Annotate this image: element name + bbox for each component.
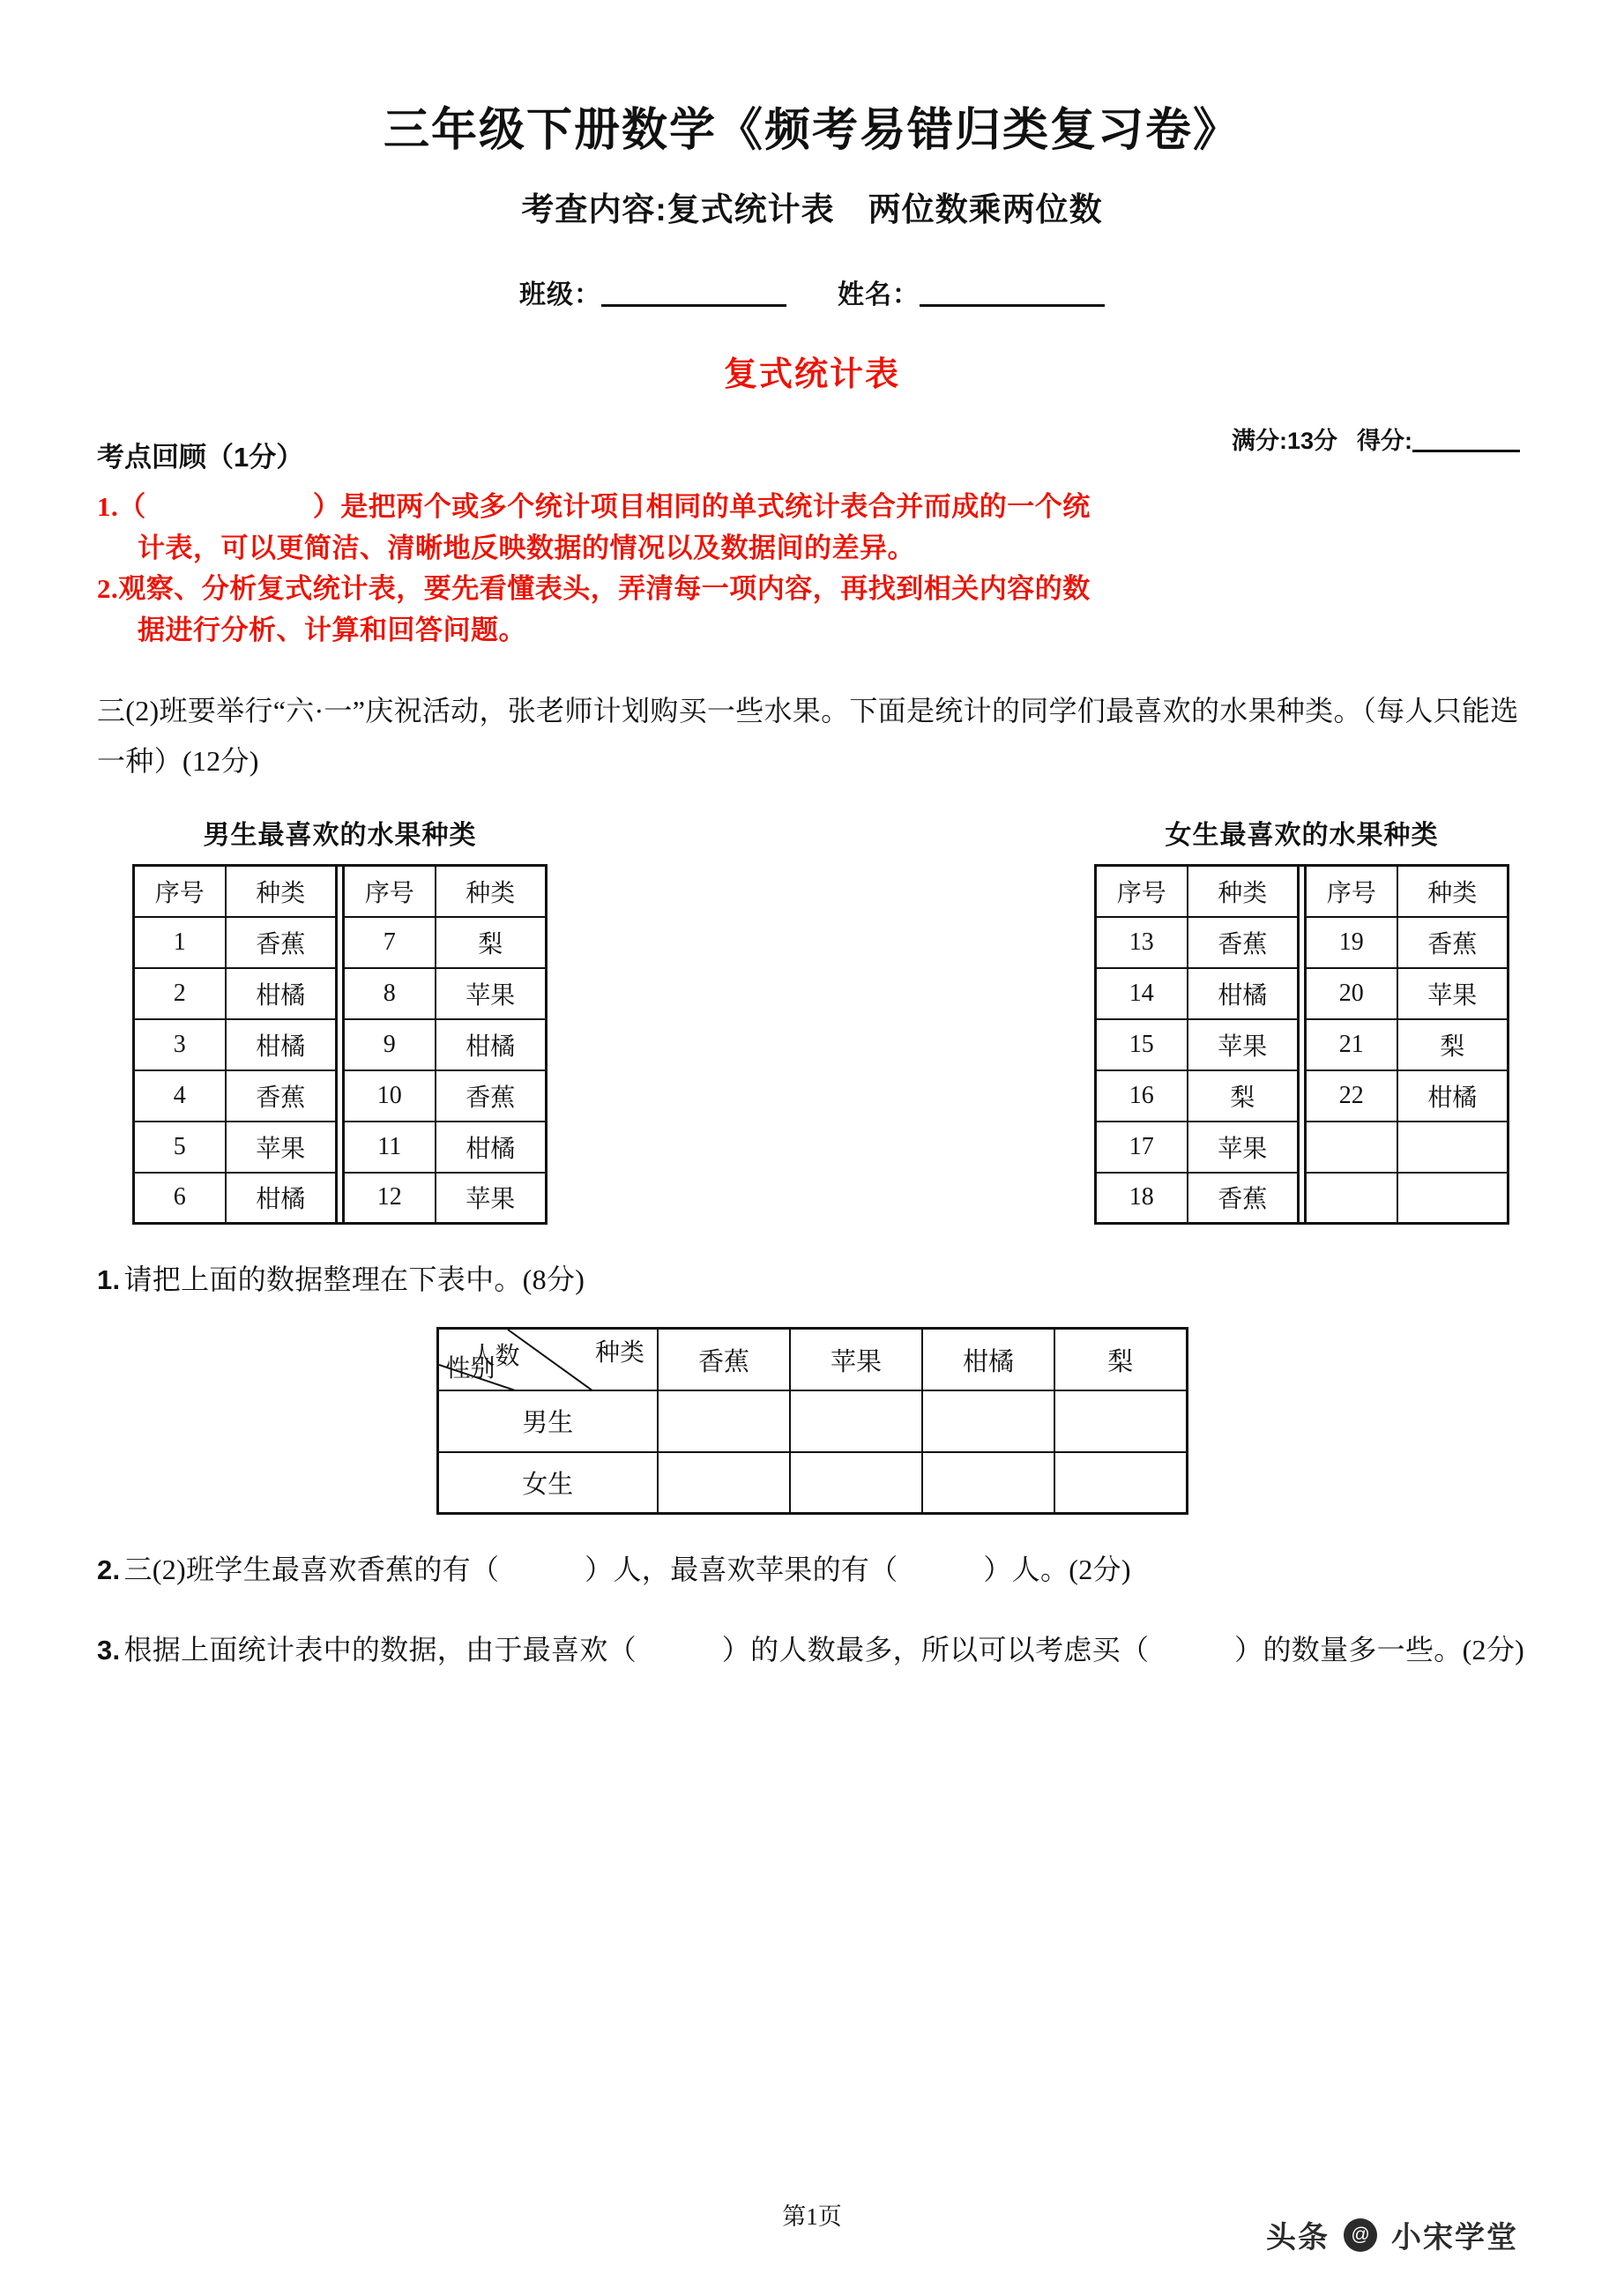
table-divider	[1299, 866, 1306, 917]
cell-index: 7	[344, 917, 436, 968]
table-row	[134, 1019, 547, 1070]
corner-label-sex: 性别	[445, 1354, 495, 1382]
cell-kind: 柑橘	[1188, 968, 1299, 1019]
cell-empty	[1306, 1122, 1397, 1173]
table-row	[1096, 1173, 1509, 1224]
question-number: 3.	[97, 1634, 121, 1666]
cell-kind: 苹果	[226, 1122, 337, 1173]
sub-question-3	[97, 1625, 1527, 1674]
table-row	[134, 968, 547, 1019]
cell-kind: 柑橘	[226, 1019, 337, 1070]
full-score-text: 满分:13分	[1231, 428, 1337, 455]
summary-answer-cell[interactable]	[922, 1452, 1054, 1514]
column-header: 种类	[1188, 866, 1299, 917]
summary-row-label: 女生	[437, 1452, 658, 1514]
summary-answer-cell[interactable]	[1054, 1390, 1187, 1452]
table-divider	[337, 917, 344, 968]
cell-index: 8	[344, 968, 436, 1019]
cell-index: 11	[344, 1122, 436, 1173]
summary-table-wrap	[97, 1327, 1527, 1515]
knowledge-point-line: 1.（ ）是把两个或多个统计项目相同的单式统计表合并而成的一个统	[97, 491, 1091, 523]
table-divider	[1299, 968, 1306, 1019]
cell-index: 10	[344, 1070, 436, 1122]
earned-score-blank[interactable]	[1412, 433, 1520, 452]
summary-column-header: 香蕉	[658, 1329, 790, 1390]
section-title: 复式统计表	[723, 356, 900, 394]
girls-table	[1094, 864, 1509, 1225]
table-divider	[337, 968, 344, 1019]
cell-index: 1	[134, 917, 226, 968]
cell-kind: 柑橘	[1397, 1070, 1509, 1122]
cell-index: 6	[134, 1173, 226, 1224]
cell-index: 12	[344, 1173, 436, 1224]
table-header-row	[1096, 866, 1509, 917]
table-row	[134, 1070, 547, 1122]
column-header: 种类	[1397, 866, 1509, 917]
student-info-line	[97, 272, 1527, 311]
summary-answer-cell[interactable]	[658, 1452, 790, 1514]
question-text: 请把上面的数据整理在下表中。(8分)	[123, 1263, 585, 1296]
girls-table-block	[1094, 813, 1509, 1225]
question-number: 2.	[97, 1554, 121, 1586]
score-line	[1232, 421, 1520, 456]
table-row	[1096, 1070, 1509, 1122]
watermark-brand: 头条	[1266, 2221, 1330, 2254]
cell-kind: 苹果	[1188, 1122, 1299, 1173]
table-header-row	[134, 866, 547, 917]
cell-index: 13	[1096, 917, 1188, 968]
cell-empty	[1306, 1173, 1397, 1224]
summary-answer-cell[interactable]	[790, 1390, 922, 1452]
watermark-at-icon: @	[1344, 2218, 1377, 2252]
knowledge-point-line: 计表，可以更简洁、清晰地反映数据的情况以及数据间的差异。	[138, 532, 915, 563]
name-input-blank[interactable]	[920, 284, 1105, 307]
corner-label-count: 人数	[470, 1343, 520, 1371]
cell-index: 17	[1096, 1122, 1188, 1173]
column-header: 种类	[436, 866, 547, 917]
summary-column-header: 梨	[1054, 1329, 1187, 1390]
class-label: 班级：	[519, 280, 601, 310]
knowledge-points	[97, 487, 1527, 651]
cell-kind: 苹果	[1188, 1019, 1299, 1070]
cell-kind: 梨	[1397, 1019, 1509, 1070]
cell-index: 3	[134, 1019, 226, 1070]
earned-score-label: 得分:	[1357, 428, 1412, 455]
summary-answer-cell[interactable]	[922, 1390, 1054, 1452]
cell-kind: 香蕉	[1397, 917, 1509, 968]
table-divider	[1299, 1173, 1306, 1224]
summary-table	[436, 1327, 1188, 1515]
cell-empty	[1397, 1122, 1509, 1173]
table-divider	[337, 1019, 344, 1070]
boys-table-block	[132, 813, 548, 1225]
summary-row	[437, 1390, 1187, 1452]
cell-index: 4	[134, 1070, 226, 1122]
sub-question-1	[97, 1255, 1527, 1304]
table-divider	[337, 1173, 344, 1224]
cell-index: 14	[1096, 968, 1188, 1019]
cell-kind: 香蕉	[1188, 917, 1299, 968]
column-header: 序号	[1306, 866, 1397, 917]
question-number: 1.	[97, 1264, 121, 1296]
table-divider	[1299, 1122, 1306, 1173]
cell-kind: 苹果	[1397, 968, 1509, 1019]
summary-answer-cell[interactable]	[658, 1390, 790, 1452]
table-row	[1096, 968, 1509, 1019]
table-row	[134, 917, 547, 968]
column-header: 序号	[1096, 866, 1188, 917]
review-bar	[97, 425, 1527, 474]
page-number: 第1页	[782, 2203, 842, 2230]
cell-kind: 柑橘	[226, 968, 337, 1019]
cell-kind: 柑橘	[436, 1019, 547, 1070]
cell-empty	[1397, 1173, 1509, 1224]
cell-index: 21	[1306, 1019, 1397, 1070]
cell-kind: 苹果	[436, 968, 547, 1019]
name-label: 姓名：	[838, 280, 920, 310]
cell-index: 15	[1096, 1019, 1188, 1070]
column-header: 序号	[344, 866, 436, 917]
summary-column-header: 柑橘	[922, 1329, 1054, 1390]
summary-answer-cell[interactable]	[790, 1452, 922, 1514]
cell-index: 5	[134, 1122, 226, 1173]
table-divider	[337, 866, 344, 917]
page-subtitle: 考查内容:复式统计表 两位数乘两位数	[521, 191, 1103, 228]
table-divider	[1299, 917, 1306, 968]
boys-table	[132, 864, 548, 1225]
girls-table-caption: 女生最喜欢的水果种类	[1165, 821, 1439, 851]
summary-header-row	[437, 1329, 1187, 1390]
table-divider	[337, 1070, 344, 1122]
column-header: 种类	[226, 866, 337, 917]
watermark	[1266, 2213, 1518, 2256]
diagonal-header-cell	[437, 1329, 658, 1390]
summary-row	[437, 1452, 1187, 1514]
cell-index: 9	[344, 1019, 436, 1070]
question-text: 根据上面统计表中的数据，由于最喜欢（ ）的人数最多，所以可以考虑买（ ）的数量多一些。(2分)	[123, 1633, 1525, 1666]
summary-answer-cell[interactable]	[1054, 1452, 1187, 1514]
survey-tables	[97, 813, 1527, 1225]
cell-kind: 香蕉	[436, 1070, 547, 1122]
cell-kind: 苹果	[436, 1173, 547, 1224]
cell-index: 18	[1096, 1173, 1188, 1224]
cell-kind: 香蕉	[1188, 1173, 1299, 1224]
cell-kind: 香蕉	[226, 1070, 337, 1122]
cell-index: 19	[1306, 917, 1397, 968]
cell-kind: 柑橘	[436, 1122, 547, 1173]
sub-question-2	[97, 1545, 1527, 1594]
corner-label-kind: 种类	[594, 1339, 644, 1368]
cell-index: 20	[1306, 968, 1397, 1019]
column-header: 序号	[134, 866, 226, 917]
summary-column-header: 苹果	[790, 1329, 922, 1390]
cell-kind: 梨	[1188, 1070, 1299, 1122]
cell-kind: 香蕉	[226, 917, 337, 968]
cell-kind: 梨	[436, 917, 547, 968]
summary-row-label: 男生	[437, 1390, 658, 1452]
cell-index: 22	[1306, 1070, 1397, 1122]
table-divider	[1299, 1019, 1306, 1070]
cell-index: 2	[134, 968, 226, 1019]
knowledge-point-line: 2.观察、分析复式统计表，要先看懂表头，弄清每一项内容，再找到相关内容的数	[97, 573, 1091, 605]
boys-table-caption: 男生最喜欢的水果种类	[203, 821, 477, 851]
cell-index: 16	[1096, 1070, 1188, 1122]
table-row	[1096, 1019, 1509, 1070]
question-stem: 三(2)班要举行“六·一”庆祝活动，张老师计划购买一些水果。下面是统计的同学们最喜欢的水果种类。（每人只能选一种）(12分)	[97, 695, 1519, 778]
table-row	[1096, 1122, 1509, 1173]
table-row	[134, 1122, 547, 1173]
question-text: 三(2)班学生最喜欢香蕉的有（ ）人，最喜欢苹果的有（ ）人。(2分)	[123, 1554, 1131, 1586]
table-row	[1096, 917, 1509, 968]
table-row	[134, 1173, 547, 1224]
table-divider	[337, 1122, 344, 1173]
table-divider	[1299, 1070, 1306, 1122]
watermark-account-name: 小宋学堂	[1391, 2221, 1518, 2254]
cell-kind: 柑橘	[226, 1173, 337, 1224]
class-input-blank[interactable]	[601, 284, 786, 307]
review-label: 考点回顾（1分）	[97, 442, 304, 473]
page-title: 三年级下册数学《频考易错归类复习卷》	[383, 105, 1240, 156]
knowledge-point-line: 据进行分析、计算和回答问题。	[138, 614, 526, 645]
